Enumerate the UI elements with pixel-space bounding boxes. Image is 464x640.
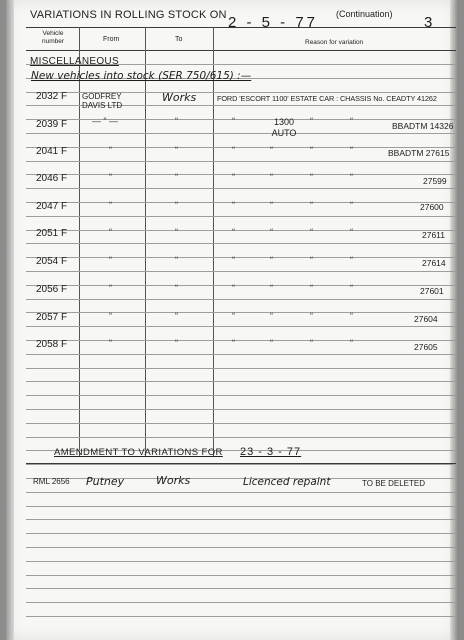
ruled-line	[26, 561, 456, 562]
ruled-line	[26, 533, 456, 534]
ruled-line	[26, 492, 456, 493]
table-row-from: “	[109, 145, 112, 155]
table-row-to: Works	[162, 91, 197, 104]
table-row-to: “	[175, 311, 178, 321]
ruled-line	[26, 202, 456, 203]
ditto-mark: “	[232, 116, 235, 126]
header-date: 2 - 5 - 77	[228, 14, 319, 31]
ditto-mark: “	[310, 255, 313, 265]
ditto-mark: “	[232, 200, 235, 210]
ruled-line	[26, 588, 456, 589]
ruled-line	[26, 326, 456, 327]
ruled-line	[26, 506, 456, 507]
ruled-line	[26, 174, 456, 175]
document-title: VARIATIONS IN ROLLING STOCK ON	[30, 9, 227, 21]
table-row-number: 2057 F	[36, 312, 68, 323]
ditto-mark: “	[350, 283, 353, 293]
ruled-line	[26, 257, 456, 258]
amendment-title: AMENDMENT TO VARIATIONS FOR	[54, 447, 223, 458]
ditto-mark: “	[310, 283, 313, 293]
amendment-row-from: Putney	[86, 475, 125, 488]
page-edge-left	[6, 0, 14, 640]
ditto-mark: “	[270, 145, 273, 155]
column-header-vehicle-number: Vehicle number	[41, 30, 65, 45]
table-row-reason: 27611	[422, 230, 446, 240]
table-row-from: “	[109, 311, 112, 321]
table-row-to: “	[175, 200, 178, 210]
ruled-line	[26, 464, 456, 465]
ruled-line	[26, 354, 456, 355]
ruled-line	[26, 423, 456, 424]
table-row-reason: 27614	[422, 258, 446, 268]
amendment-rule	[26, 463, 456, 464]
table-row-reason: 27605	[414, 342, 438, 352]
table-row-to: “	[175, 227, 178, 237]
table-row-to: “	[175, 255, 178, 265]
ditto-mark: “	[310, 145, 313, 155]
table-row-to: “	[175, 172, 178, 182]
table-row-from: GODFREY DAVIS LTD	[82, 92, 123, 110]
ditto-mark: “	[270, 200, 273, 210]
ditto-mark: “	[350, 227, 353, 237]
table-row-from: “	[109, 227, 112, 237]
ruled-line	[26, 340, 456, 341]
table-row-reason: 27604	[414, 314, 438, 324]
table-row-to: “	[175, 116, 178, 126]
ruled-line	[26, 299, 456, 300]
ruled-line	[26, 519, 456, 520]
ditto-mark: “	[232, 227, 235, 237]
ruled-line	[26, 381, 456, 382]
ditto-mark: “	[310, 227, 313, 237]
table-row-reason: BBADTM 14326	[392, 121, 454, 131]
ruled-line	[26, 409, 456, 410]
ditto-mark: “	[232, 172, 235, 182]
ditto-mark: “	[270, 338, 273, 348]
table-row-reason: 27599	[423, 176, 447, 186]
table-row-from: — “ —	[92, 116, 118, 126]
amendment-row-action: TO BE DELETED	[362, 479, 425, 488]
ruled-line	[26, 547, 456, 548]
table-row-reason-model: 1300 AUTO	[271, 117, 297, 138]
ditto-mark: “	[350, 338, 353, 348]
ditto-mark: “	[350, 172, 353, 182]
ditto-mark: “	[232, 283, 235, 293]
ruled-line	[26, 271, 456, 272]
ditto-mark: “	[350, 145, 353, 155]
ruled-line	[26, 312, 456, 313]
section-note: New vehicles into stock (SER 750/615) :—	[31, 70, 252, 82]
ruled-line	[26, 188, 456, 189]
table-row-to: “	[175, 145, 178, 155]
table-row-number: 2058 F	[36, 339, 68, 350]
amendment-row-number: RML 2656	[33, 477, 70, 486]
ruled-line	[26, 133, 456, 134]
table-row-number: 2054 F	[36, 256, 68, 267]
ditto-mark: “	[350, 311, 353, 321]
amendment-date: 23 - 3 - 77	[240, 446, 302, 458]
table-row-from: “	[109, 172, 112, 182]
ditto-mark: “	[232, 255, 235, 265]
table-row-to: “	[175, 283, 178, 293]
column-header-reason: Reason for variation	[305, 39, 364, 46]
table-top-rule	[26, 27, 456, 28]
ditto-mark: “	[270, 172, 273, 182]
ditto-mark: “	[350, 255, 353, 265]
ditto-mark: “	[350, 200, 353, 210]
ditto-mark: “	[310, 311, 313, 321]
ruled-line	[26, 616, 456, 617]
ditto-mark: “	[270, 227, 273, 237]
ditto-mark: “	[350, 116, 353, 126]
page-edge-right	[450, 0, 458, 640]
ditto-mark: “	[232, 145, 235, 155]
ruled-line	[26, 285, 456, 286]
ruled-line	[26, 119, 456, 120]
table-row-number: 2051 F	[36, 228, 68, 239]
ditto-mark: “	[310, 116, 313, 126]
section-title: MISCELLANEOUS	[30, 56, 119, 67]
column-header-to: To	[175, 36, 183, 43]
table-row-number: 2056 F	[36, 284, 68, 295]
ditto-mark: “	[270, 283, 273, 293]
ditto-mark: “	[310, 200, 313, 210]
table-row-number: 2032 F	[36, 91, 68, 102]
table-row-from: “	[109, 255, 112, 265]
ditto-mark: “	[232, 311, 235, 321]
amendment-row-reason: Licenced repaint	[243, 476, 331, 488]
ruled-line	[26, 602, 456, 603]
column-header-from: From	[103, 36, 120, 43]
table-header-rule	[26, 50, 456, 51]
ditto-mark: “	[270, 311, 273, 321]
table-row-from: “	[109, 283, 112, 293]
table-row-from: “	[109, 338, 112, 348]
header-continuation: (Continuation)	[336, 9, 393, 19]
page-number: 3	[424, 14, 433, 31]
table-row-number: 2046 F	[36, 173, 68, 184]
table-row-reason: 27601	[420, 286, 444, 296]
ditto-mark: “	[232, 338, 235, 348]
ditto-mark: “	[270, 255, 273, 265]
ruled-line	[26, 395, 456, 396]
ruled-line	[26, 368, 456, 369]
ruled-line	[26, 437, 456, 438]
ruled-line	[26, 216, 456, 217]
ditto-mark: “	[310, 172, 313, 182]
table-row-reason: BBADTM 27615	[388, 148, 450, 158]
table-row-number: 2041 F	[36, 146, 68, 157]
table-row-reason: 27600	[420, 202, 444, 212]
ruled-line	[26, 230, 456, 231]
table-row-number: 2047 F	[36, 201, 68, 212]
ruled-line	[26, 243, 456, 244]
amendment-row-to: Works	[156, 474, 191, 487]
table-row-number: 2039 F	[36, 119, 68, 130]
ruled-line	[26, 575, 456, 576]
table-row-to: “	[175, 338, 178, 348]
table-row-reason: FORD 'ESCORT 1100' ESTATE CAR : CHASSIS No. CEADTY 41262	[217, 94, 437, 103]
ditto-mark: “	[310, 338, 313, 348]
ruled-line	[26, 161, 456, 162]
table-row-from: “	[109, 200, 112, 210]
